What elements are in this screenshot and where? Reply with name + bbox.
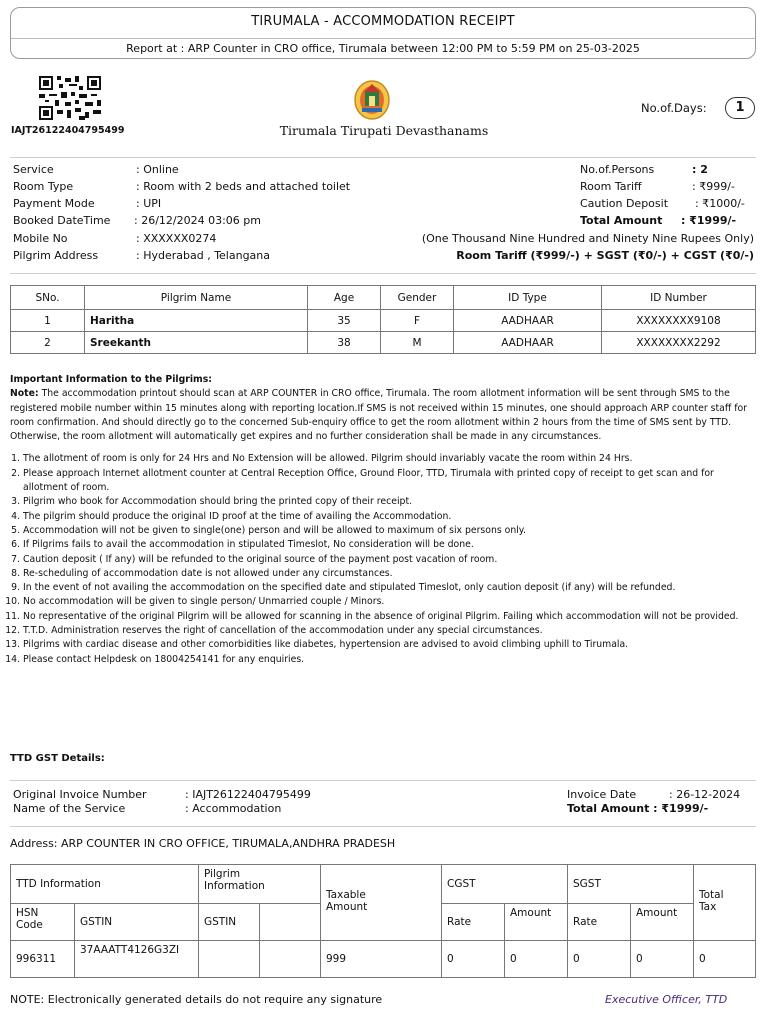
cgst-amount-header [505, 904, 568, 941]
invoice-row-1 [0, 788, 768, 802]
detail-row-payment [0, 197, 768, 211]
pilgrim-table [10, 285, 756, 354]
cgst-rate-value: 0 [442, 941, 505, 978]
col-sno: SNo. [11, 286, 85, 310]
divider [10, 157, 756, 158]
payment-mode-value: : UPI [136, 197, 162, 210]
room-tariff-label: Room Tariff [580, 180, 642, 193]
gstin-header: GSTIN [75, 904, 199, 941]
persons-label: No.of.Persons [580, 163, 655, 176]
important-information [10, 373, 755, 667]
pilgrim-information-text: Pilgrim Information [204, 868, 265, 892]
signatory: Executive Officer, TTD [605, 993, 728, 1006]
divider [10, 273, 756, 274]
cell-age: 35 [308, 310, 381, 332]
list-item: 10. No accommodation will be given to single person/ Unmarried couple / Minors. [23, 595, 755, 609]
gstin-text: 37AAATT4126G3ZI [80, 944, 180, 956]
address-label: Pilgrim Address [13, 249, 99, 262]
hsn-code-header [11, 904, 75, 941]
receipt-title: TIRUMALA - ACCOMMODATION RECEIPT [251, 14, 515, 29]
cell-age: 38 [308, 332, 381, 354]
cgst-amount-text: Amount [510, 907, 552, 919]
cell-id-number: XXXXXXXX2292 [602, 332, 756, 354]
sgst-header: SGST [568, 865, 694, 904]
list-item: 4. The pilgrim should produce the original ID proof at the time of availing the Accommodation. [23, 510, 755, 524]
list-item: 7. Caution deposit ( If any) will be refunded to the original source of the payment post vacation of room. [23, 553, 755, 567]
list-item: 12. T.T.D. Administration reserves the right of cancellation of the accommodation under any special circumstances. [23, 624, 755, 638]
mobile-label: Mobile No [13, 232, 68, 245]
total-amount-label: Total Amount [580, 214, 663, 227]
room-type-label: Room Type [13, 180, 74, 193]
list-item: 6. If Pilgrims fails to avail the accommodation in stipulated Timeslot, No consideration will be done. [23, 538, 755, 552]
divider [10, 780, 756, 781]
taxable-amount-text: Taxable Amount [326, 889, 368, 913]
service-name-value: : Accommodation [185, 802, 282, 815]
title-divider [11, 38, 755, 39]
divider [10, 826, 756, 827]
persons-value: : 2 [692, 163, 708, 176]
service-label: Service [13, 163, 54, 176]
receipt-title-box [10, 7, 756, 59]
room-type-value: : Room with 2 beds and attached toilet [136, 180, 351, 193]
pilgrim-blank-value [260, 941, 321, 978]
note-text: The accommodation printout should scan at ARP COUNTER in CRO office, Tirumala. The room allotment information will be sent through SMS to the registered mobile number within 15 minutes along with reporting location.If SMS is not received within 15 minutes, one should approach ARP counter staff for room confirmation. And should directly go to the concerned Sub-enquiry office to get the room allotment within 2 hours from the time of SMS sent by TTD. Otherwise, the room allotment will automatically get expires and no further consideration shall be made in any circumstances. [10, 388, 747, 443]
taxable-amount-header [321, 865, 442, 941]
tariff-breakup: Room Tariff (₹999/-) + SGST (₹0/-) + CGST (₹0/-) [456, 249, 754, 262]
counter-address: Address: ARP COUNTER IN CRO OFFICE, TIRUMALA,ANDHRA PRADESH [10, 837, 396, 850]
sgst-amount-text: Amount [636, 907, 678, 919]
organization-name: Tirumala Tirupati Devasthanams [279, 123, 489, 138]
list-item: 8. Re-scheduling of accommodation date is not allowed under any circumstances. [23, 567, 755, 581]
amount-in-words: (One Thousand Nine Hundred and Ninety Nine Rupees Only) [421, 232, 754, 245]
cell-pilgrim-name: Haritha [85, 310, 308, 332]
booked-datetime-label: Booked DateTime [13, 214, 111, 227]
gst-header-row [11, 865, 756, 904]
cell-id-number: XXXXXXXX9108 [602, 310, 756, 332]
table-row [11, 332, 756, 354]
note-label: Note: [10, 388, 39, 400]
total-tax-text: Total Tax [699, 889, 724, 913]
gstin-value [75, 941, 199, 978]
room-tariff-value: : ₹999/- [692, 180, 735, 193]
list-item: 14. Please contact Helpdesk on 18004254141 for any enquiries. [23, 653, 755, 667]
detail-row-room-type [0, 180, 768, 194]
cell-pilgrim-name: Sreekanth [85, 332, 308, 354]
detail-row-mobile [0, 232, 768, 246]
cgst-header: CGST [442, 865, 568, 904]
mobile-value: : XXXXXX0274 [136, 232, 217, 245]
total-tax-header [694, 865, 756, 941]
list-item: 9. In the event of not availing the accommodation on the specified date and stipulated Timeslot, only caution deposit (if any) will be refunded. [23, 581, 755, 595]
booked-datetime-value: : 26/12/2024 03:06 pm [134, 214, 261, 227]
sgst-amount-header [631, 904, 694, 941]
cell-sno: 1 [11, 310, 85, 332]
hsn-value: 996311 [11, 941, 75, 978]
invoice-row-2 [0, 802, 768, 816]
pilgrim-gstin-value [199, 941, 260, 978]
col-id-type: ID Type [454, 286, 602, 310]
gst-total-amount: Total Amount : ₹1999/- [567, 802, 709, 815]
service-name-label: Name of the Service [13, 802, 126, 815]
total-amount-value: : ₹1999/- [681, 214, 737, 227]
original-invoice-value: : IAJT26122404795499 [185, 788, 311, 801]
cell-gender: M [381, 332, 454, 354]
list-item: 13. Pilgrims with cardiac disease and other comorbidities like diabetes, hypertension are advised to avoid climbing uphill to Tirumala. [23, 638, 755, 652]
col-id-number: ID Number [602, 286, 756, 310]
pilgrim-information-header [199, 865, 321, 904]
important-note [10, 387, 755, 444]
payment-mode-label: Payment Mode [13, 197, 95, 210]
table-header-row [11, 286, 756, 310]
list-item: 1. The allotment of room is only for 24 Hrs and No Extension will be allowed. Pilgrim should invariably vacate the room within 24 Hrs. [23, 452, 755, 466]
col-gender: Gender [381, 286, 454, 310]
detail-row-service [0, 163, 768, 177]
invoice-date-label: Invoice Date [567, 788, 637, 801]
qr-code-icon [39, 76, 101, 120]
cell-sno: 2 [11, 332, 85, 354]
invoice-date-value: : 26-12-2024 [669, 788, 741, 801]
gst-table [10, 864, 756, 978]
sgst-rate-value: 0 [568, 941, 631, 978]
days-label: No.of.Days: [641, 101, 707, 115]
list-item: 2. Please approach Internet allotment counter at Central Reception Office, Ground Floor, TTD, Tirumala with printed copy of receipt to get scan and for allotment of room. [23, 467, 755, 496]
gst-heading: TTD GST Details: [10, 753, 105, 764]
table-row [11, 310, 756, 332]
footer-note: NOTE: Electronically generated details do not require any signature [10, 993, 383, 1006]
col-age: Age [308, 286, 381, 310]
cell-gender: F [381, 310, 454, 332]
important-heading: Important Information to the Pilgrims: [10, 374, 212, 385]
hsn-code-text: HSN Code [16, 907, 43, 931]
rules-list [10, 452, 755, 666]
total-tax-value: 0 [694, 941, 756, 978]
cgst-rate-header: Rate [442, 904, 505, 941]
cgst-amount-value: 0 [505, 941, 568, 978]
ttd-information-header: TTD Information [11, 865, 199, 904]
table-row [11, 941, 756, 978]
sgst-rate-header: Rate [568, 904, 631, 941]
detail-row-address [0, 249, 768, 263]
list-item: 11. No representative of the original Pilgrim will be allowed for scanning in the absence of original Pilgrim. Failing which accommodation will not be provided. [23, 610, 755, 624]
sgst-amount-value: 0 [631, 941, 694, 978]
report-line: Report at : ARP Counter in CRO office, Tirumala between 12:00 PM to 5:59 PM on 25-03-2025 [126, 42, 640, 55]
pilgrim-gstin-header: GSTIN [199, 904, 260, 941]
cell-id-type: AADHAAR [454, 310, 602, 332]
col-pilgrim-name: Pilgrim Name [85, 286, 308, 310]
booking-id: IAJT26122404795499 [11, 125, 125, 136]
pilgrim-blank-header [260, 904, 321, 941]
list-item: 3. Pilgrim who book for Accommodation should bring the printed copy of their receipt. [23, 495, 755, 509]
caution-deposit-value: : ₹1000/- [695, 197, 745, 210]
cell-id-type: AADHAAR [454, 332, 602, 354]
original-invoice-label: Original Invoice Number [13, 788, 147, 801]
ttd-emblem-icon [352, 78, 392, 122]
taxable-value: 999 [321, 941, 442, 978]
detail-row-booked [0, 214, 768, 228]
service-value: : Online [136, 163, 179, 176]
address-value: : Hyderabad , Telangana [136, 249, 271, 262]
list-item: 5. Accommodation will not be given to single(one) person and will be allowed to maximum of six persons only. [23, 524, 755, 538]
caution-deposit-label: Caution Deposit [580, 197, 669, 210]
days-value: 1 [725, 97, 755, 119]
